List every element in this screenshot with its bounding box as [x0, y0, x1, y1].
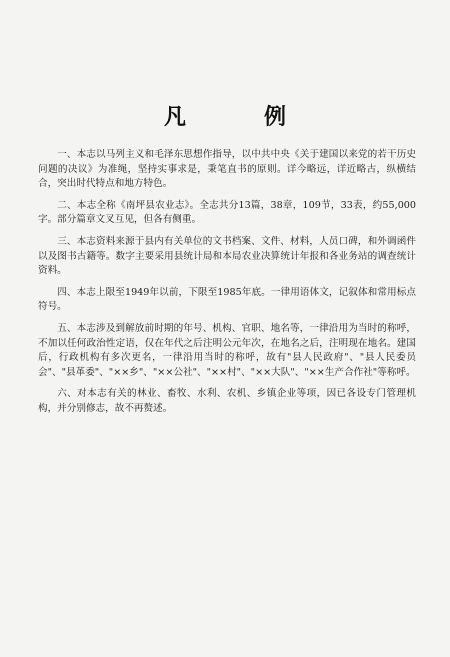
- paragraph-5: 五、本志涉及到解放前时期的年号、机构、官职、地名等，一律沿用为当时的称呼，不加以任何政治性定语，仅在年代之后注明公元年次，在地名之后，注明现在地名。建国后，行政机构有多次更名，一律沿用当时的称呼，故有"县人民政府"、"县人民委员会"、"县革委"、"××乡"、"××公社"、"××村"、"××大队"、"××生产合作社"等称呼。: [38, 322, 416, 378]
- paragraph-2: 二、本志全称《南坪县农业志》。全志共分13篇，38章，109节，33表，约55,000字。部分篇章文叉互见，但各有侧重。: [38, 199, 416, 226]
- paragraph-6: 六、对本志有关的林业、畜牧、水利、农机、乡镇企业等项，因已各设专门管理机构，并分别修志，故不再赘述。: [38, 388, 416, 414]
- paragraph-3: 三、本志资料来源于县内有关单位的文书档案、文件、材料，人员口碑，和外调函件以及图书古籍等。数字主要采用县统计局和本局农业决算统计年报和各业务站的调查统计资料。: [38, 235, 416, 277]
- paragraph-4: 四、本志上限至1949年以前，下限至1985年底。一律用语体文，记叙体和常用标点符号。: [38, 286, 416, 313]
- paragraph-1: 一、本志以马列主义和毛泽东思想作指导，以中共中央《关于建国以来党的若干历史问题的决议》为准绳，坚持实事求是，秉笔直书的原则。详今略远，详近略古，纵横结合，突出时代特点和地方特色。: [38, 149, 416, 190]
- document-body: [38, 148, 416, 424]
- page-title: 凡 例: [163, 104, 314, 130]
